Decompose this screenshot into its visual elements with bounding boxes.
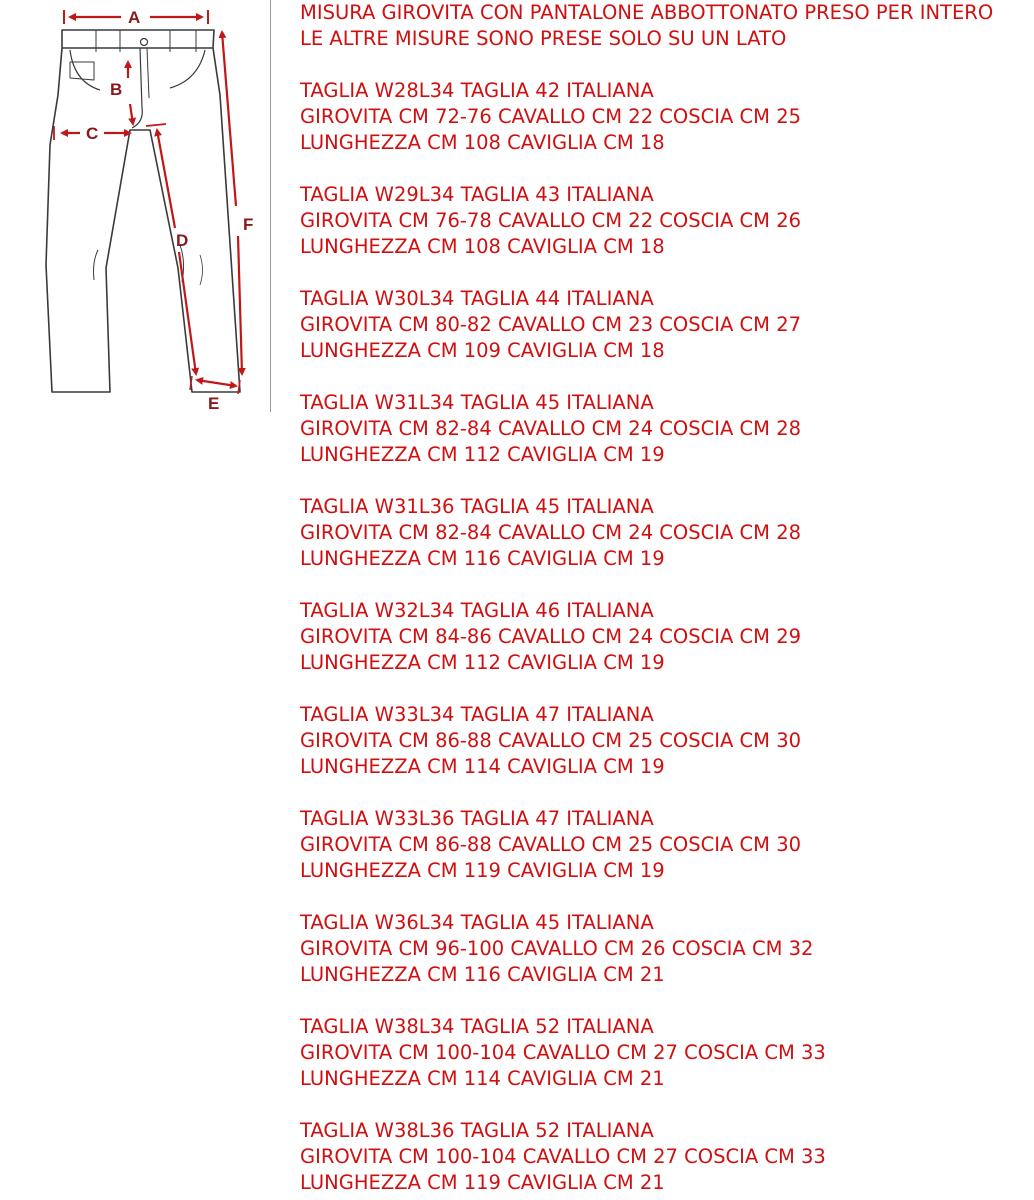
size-title: TAGLIA W31L36 TAGLIA 45 ITALIANA	[300, 495, 654, 518]
size-chart-text	[300, 0, 1034, 1196]
column-divider	[270, 0, 271, 412]
size-block	[300, 1014, 1034, 1092]
size-length: LUNGHEZZA CM 109 CAVIGLIA CM 18	[300, 339, 665, 362]
size-block	[300, 598, 1034, 676]
size-length: LUNGHEZZA CM 119 CAVIGLIA CM 19	[300, 859, 665, 882]
size-block	[300, 910, 1034, 988]
size-measures: GIROVITA CM 82-84 CAVALLO CM 24 COSCIA CM 28	[300, 417, 802, 440]
jeans-measurement-diagram	[0, 0, 275, 415]
intro-line-1: MISURA GIROVITA CON PANTALONE ABBOTTONATO PRESO PER INTERO	[300, 1, 994, 24]
size-title: TAGLIA W33L34 TAGLIA 47 ITALIANA	[300, 703, 654, 726]
size-block	[300, 182, 1034, 260]
size-title: TAGLIA W33L36 TAGLIA 47 ITALIANA	[300, 807, 654, 830]
size-title: TAGLIA W31L34 TAGLIA 45 ITALIANA	[300, 391, 654, 414]
size-length: LUNGHEZZA CM 116 CAVIGLIA CM 21	[300, 963, 665, 986]
button-icon	[141, 39, 148, 46]
size-length: LUNGHEZZA CM 116 CAVIGLIA CM 19	[300, 547, 665, 570]
measure-f-label: F	[243, 215, 254, 234]
size-measures: GIROVITA CM 76-78 CAVALLO CM 22 COSCIA CM 26	[300, 209, 802, 232]
size-title: TAGLIA W36L34 TAGLIA 45 ITALIANA	[300, 911, 654, 934]
intro-line-2: LE ALTRE MISURE SONO PRESE SOLO SU UN LATO	[300, 27, 787, 50]
measure-e-label: E	[208, 394, 220, 413]
size-title: TAGLIA W28L34 TAGLIA 42 ITALIANA	[300, 79, 654, 102]
size-length: LUNGHEZZA CM 114 CAVIGLIA CM 21	[300, 1067, 665, 1090]
size-measures: GIROVITA CM 100-104 CAVALLO CM 27 COSCIA CM 33	[300, 1145, 826, 1168]
size-title: TAGLIA W38L36 TAGLIA 52 ITALIANA	[300, 1119, 654, 1142]
measure-a-label: A	[128, 8, 141, 27]
size-length: LUNGHEZZA CM 119 CAVIGLIA CM 21	[300, 1171, 665, 1194]
size-block	[300, 702, 1034, 780]
size-block	[300, 78, 1034, 156]
measure-b-label: B	[110, 80, 123, 99]
measure-f-arrow	[222, 32, 242, 374]
measure-b-arrow	[128, 62, 133, 124]
size-measures: GIROVITA CM 86-88 CAVALLO CM 25 COSCIA CM 30	[300, 729, 802, 752]
size-block	[300, 494, 1034, 572]
size-length: LUNGHEZZA CM 108 CAVIGLIA CM 18	[300, 131, 665, 154]
size-title: TAGLIA W38L34 TAGLIA 52 ITALIANA	[300, 1015, 654, 1038]
size-length: LUNGHEZZA CM 112 CAVIGLIA CM 19	[300, 443, 665, 466]
size-measures: GIROVITA CM 72-76 CAVALLO CM 22 COSCIA CM 25	[300, 105, 802, 128]
measure-c-label: C	[86, 124, 99, 143]
size-measures: GIROVITA CM 80-82 CAVALLO CM 23 COSCIA CM 27	[300, 313, 802, 336]
jeans-outline	[46, 30, 240, 392]
size-length: LUNGHEZZA CM 108 CAVIGLIA CM 18	[300, 235, 665, 258]
measure-d-arrow	[146, 124, 196, 374]
size-title: TAGLIA W32L34 TAGLIA 46 ITALIANA	[300, 599, 654, 622]
intro-note	[300, 0, 1034, 52]
size-measures: GIROVITA CM 96-100 CAVALLO CM 26 COSCIA CM 32	[300, 937, 814, 960]
size-measures: GIROVITA CM 84-86 CAVALLO CM 24 COSCIA CM 29	[300, 625, 802, 648]
size-title: TAGLIA W30L34 TAGLIA 44 ITALIANA	[300, 287, 654, 310]
size-measures: GIROVITA CM 100-104 CAVALLO CM 27 COSCIA CM 33	[300, 1041, 826, 1064]
size-length: LUNGHEZZA CM 114 CAVIGLIA CM 19	[300, 755, 665, 778]
size-measures: GIROVITA CM 86-88 CAVALLO CM 25 COSCIA CM 30	[300, 833, 802, 856]
size-title: TAGLIA W29L34 TAGLIA 43 ITALIANA	[300, 183, 654, 206]
measure-d-label: D	[176, 231, 189, 250]
size-measures: GIROVITA CM 82-84 CAVALLO CM 24 COSCIA CM 28	[300, 521, 802, 544]
size-length: LUNGHEZZA CM 112 CAVIGLIA CM 19	[300, 651, 665, 674]
size-block	[300, 286, 1034, 364]
size-block	[300, 390, 1034, 468]
size-block	[300, 1118, 1034, 1196]
size-block	[300, 806, 1034, 884]
